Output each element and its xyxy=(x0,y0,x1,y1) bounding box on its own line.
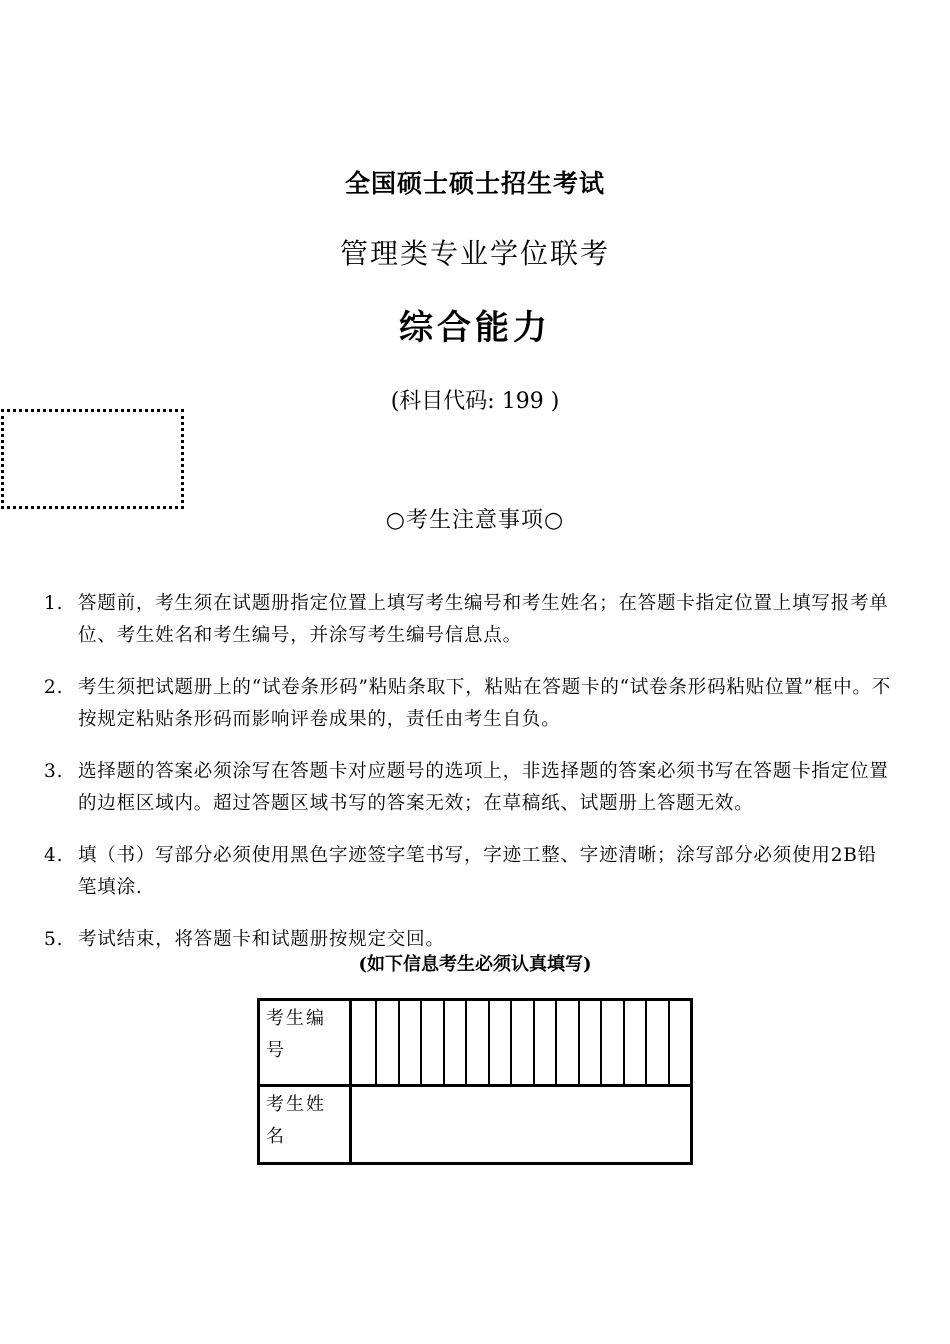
notice-item-number: 5. xyxy=(44,929,64,950)
notice-item-number: 2. xyxy=(44,677,64,698)
candidate-id-digit-cell[interactable] xyxy=(488,1001,510,1084)
candidate-id-digit-cell[interactable] xyxy=(668,1001,690,1084)
subject-code: (科目代码: 199 ) xyxy=(390,389,560,414)
notice-item-text: 答题前，考生须在试题册指定位置上填写考生编号和考生姓名；在答题卡指定位置上填写报考单位、考生姓名和考生编号，并涂写考生编号信息点。 xyxy=(78,593,889,646)
candidate-id-digit-cell[interactable] xyxy=(600,1001,622,1084)
notice-list xyxy=(44,588,894,976)
candidate-id-digit-cell[interactable] xyxy=(420,1001,442,1084)
notice-item xyxy=(44,756,894,820)
candidate-id-digit-cell[interactable] xyxy=(510,1001,532,1084)
notice-item xyxy=(44,840,894,904)
notice-item-number: 3. xyxy=(44,761,64,782)
candidate-id-digit-cell[interactable] xyxy=(578,1001,600,1084)
candidate-info-table xyxy=(257,998,693,1165)
notice-item xyxy=(44,672,894,736)
candidate-id-digit-cell[interactable] xyxy=(533,1001,555,1084)
notice-item-text: 考生须把试题册上的“试卷条形码”粘贴条取下，粘贴在答题卡的“试卷条形码粘贴位置”框中。不按规定粘贴条形码而影响评卷成果的，责任由考生自负。 xyxy=(78,677,892,730)
notice-heading: ○考生注意事项○ xyxy=(385,508,565,533)
subject-title: 综合能力 xyxy=(399,308,551,348)
candidate-id-digit-cell[interactable] xyxy=(623,1001,645,1084)
notice-item xyxy=(44,588,894,652)
candidate-id-digit-cell[interactable] xyxy=(355,1001,375,1084)
fill-instruction: (如下信息考生必须认真填写) xyxy=(358,954,592,975)
candidate-id-digit-cell[interactable] xyxy=(645,1001,667,1084)
notice-item-text: 选择题的答案必须涂写在答题卡对应题号的选项上，非选择题的答案必须书写在答题卡指定位置的边框区域内。超过答题区域书写的答案无效；在草稿纸、试题册上答题无效。 xyxy=(78,761,889,814)
candidate-id-cells xyxy=(355,1001,690,1084)
candidate-id-label: 考生编号 xyxy=(260,1001,352,1084)
notice-item-text: 填（书）写部分必须使用黑色字迹签字笔书写，字迹工整、字迹清晰；涂写部分必须使用2B铅笔填涂. xyxy=(78,845,877,898)
exam-category: 管理类专业学位联考 xyxy=(339,237,610,270)
notice-item-text: 考试结束，将答题卡和试题册按规定交回。 xyxy=(78,929,445,950)
notice-item-number: 1. xyxy=(44,593,64,614)
candidate-id-digit-cell[interactable] xyxy=(465,1001,487,1084)
candidate-id-digit-cell[interactable] xyxy=(398,1001,420,1084)
candidate-name-field[interactable] xyxy=(355,1087,690,1162)
candidate-id-row xyxy=(260,1001,690,1087)
candidate-name-row xyxy=(260,1087,690,1162)
barcode-placement-box xyxy=(1,409,184,509)
candidate-name-label: 考生姓名 xyxy=(260,1087,352,1162)
candidate-id-digit-cell[interactable] xyxy=(375,1001,397,1084)
candidate-id-digit-cell[interactable] xyxy=(555,1001,577,1084)
exam-name: 全国硕士硕士招生考试 xyxy=(344,169,605,198)
candidate-id-digit-cell[interactable] xyxy=(443,1001,465,1084)
notice-item-number: 4. xyxy=(44,845,64,866)
